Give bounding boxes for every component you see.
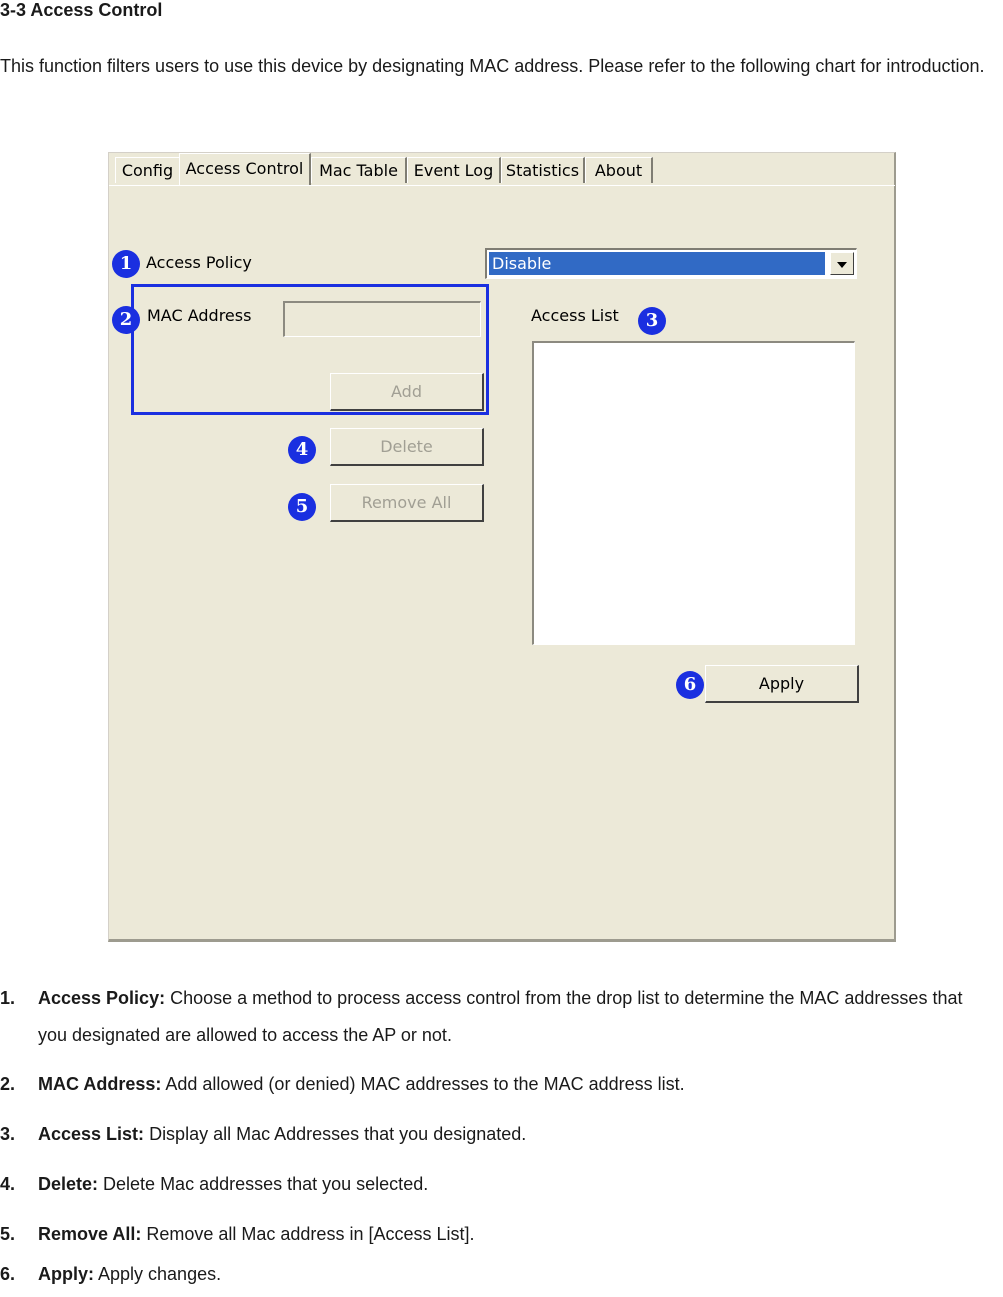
tab-mac-table[interactable]: Mac Table: [311, 157, 407, 183]
description-item-1: [0, 980, 1003, 1054]
access-policy-select[interactable]: [485, 248, 857, 279]
item-text: Remove all Mac address in [Access List].: [141, 1224, 475, 1244]
access-policy-selected-value: Disable: [489, 252, 825, 275]
tab-statistics[interactable]: Statistics: [501, 157, 585, 183]
item-number: 1.: [0, 988, 16, 1008]
item-number: 6.: [0, 1264, 16, 1284]
item-text: Display all Mac Addresses that you designated.: [144, 1124, 527, 1144]
item-term: Delete:: [38, 1174, 99, 1194]
item-text: Delete Mac addresses that you selected.: [98, 1174, 429, 1194]
access-list-label: Access List: [531, 306, 619, 325]
callout-badge-6: 6: [676, 671, 704, 699]
item-term: Access List:: [38, 1124, 145, 1144]
item-number: 4.: [0, 1174, 16, 1194]
callout-badge-2: 2: [112, 306, 140, 334]
mac-address-label: MAC Address: [147, 306, 252, 325]
callout-badge-4: 4: [288, 436, 316, 464]
callout-badge-3: 3: [638, 307, 666, 335]
dropdown-arrow-icon[interactable]: [830, 252, 854, 275]
item-number: 3.: [0, 1124, 16, 1144]
section-heading: 3-3 Access Control: [0, 0, 163, 20]
tab-access-control[interactable]: Access Control: [179, 153, 311, 185]
item-term: MAC Address:: [38, 1074, 162, 1094]
item-text: Add allowed (or denied) MAC addresses to the MAC address list.: [161, 1074, 685, 1094]
item-number: 5.: [0, 1224, 16, 1244]
add-button[interactable]: Add: [330, 373, 484, 411]
item-term: Apply:: [38, 1264, 94, 1284]
item-number: 2.: [0, 1074, 16, 1094]
item-term: Remove All:: [38, 1224, 142, 1244]
delete-button[interactable]: Delete: [330, 428, 484, 466]
callout-badge-1: 1: [112, 250, 140, 278]
remove-all-button[interactable]: Remove All: [330, 484, 484, 522]
callout-badge-5: 5: [288, 493, 316, 521]
mac-address-input[interactable]: [283, 301, 481, 337]
tab-bar: [109, 153, 895, 186]
access-control-dialog: [108, 152, 896, 942]
access-policy-label: Access Policy: [146, 253, 252, 272]
tab-event-log[interactable]: Event Log: [407, 157, 501, 183]
item-text: Apply changes.: [94, 1264, 222, 1284]
item-text: Choose a method to process access control from the drop list to determine the MAC addresses that you designated are allowed to access the AP or not.: [38, 988, 963, 1045]
apply-button[interactable]: Apply: [705, 665, 859, 703]
tab-config[interactable]: Config: [115, 157, 181, 183]
intro-paragraph: This function filters users to use this device by designating MAC address. Please refer to the following chart for introduction.: [0, 56, 985, 76]
tab-about[interactable]: About: [585, 157, 653, 183]
item-term: Access Policy:: [38, 988, 166, 1008]
access-list-box[interactable]: [532, 341, 855, 645]
